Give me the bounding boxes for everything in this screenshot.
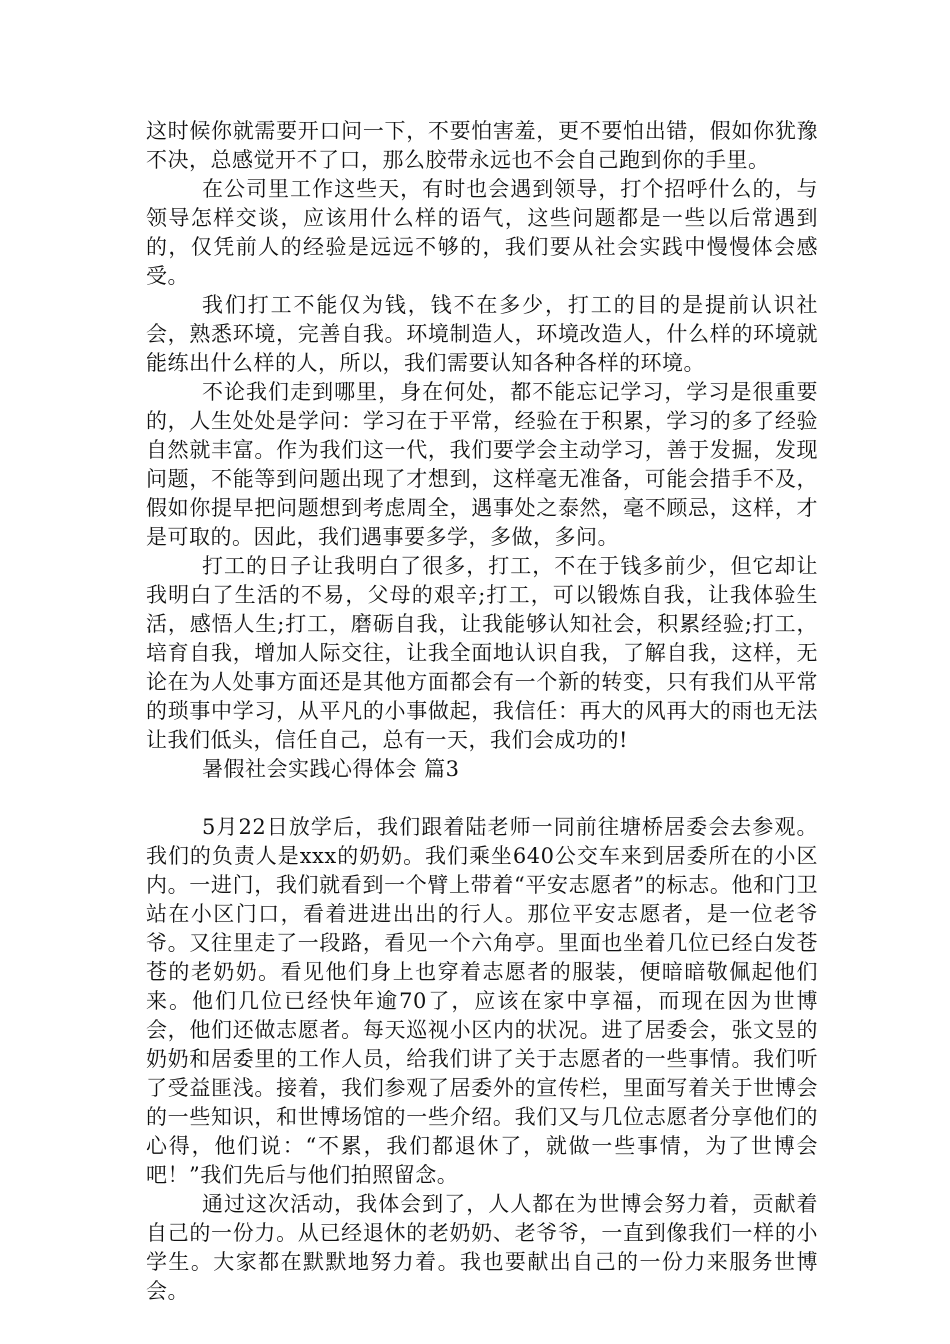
paragraph-work-purpose: 我们打工不能仅为钱，钱不在多少，打工的目的是提前认识社会，熟悉环境，完善自我。环境制造人，环境改造人，什么样的环境就能练出什么样的人，所以，我们需要认知各种各样的环境。: [146, 293, 818, 375]
paragraph-conclusion: 通过这次活动，我体会到了，人人都在为世博会努力着，贡献着自己的一份力。从已经退休的老奶奶、老爷爷，一直到像我们一样的小学生。大家都在默默地努力着。我也要献出自己的一份力来服务世博会。: [146, 1192, 818, 1303]
paragraph-continued: 这时候你就需要开口问一下，不要怕害羞，更不要怕出错，假如你犹豫不决，总感觉开不了口，那么胶带永远也不会自己跑到你的手里。: [146, 119, 818, 172]
paragraph-visit: 5月22日放学后，我们跟着陆老师一同前往塘桥居委会去参观。我们的负责人是xxx的奶奶。我们乘坐640公交车来到居委所在的小区内。一进门，我们就看到一个臂上带着“平安志愿者”的标志。他和门卫站在小区门口，看着进进出出的行人。那位平安志愿者，是一位老爷爷。又往里走了一段路，看见一个六角亭。里面也坐着几位已经白发苍苍的老奶奶。看见他们身上也穿着志愿者的服装，便暗暗敬佩起他们来。他们几位已经快年逾70了，应该在家中享福，而现在因为世博会，他们还做志愿者。每天巡视小区内的状况。进了居委会，张文昱的奶奶和居委里的工作人员，给我们讲了关于志愿者的一些事情。我们听了受益匪浅。接着，我们参观了居委外的宣传栏，里面写着关于世博会的一些知识，和世博场馆的一些介绍。我们又与几位志愿者分享他们的心得，他们说：“不累，我们都退休了，就做一些事情，为了世博会吧！”我们先后与他们拍照留念。: [146, 815, 818, 1187]
document-body: [146, 117, 818, 1306]
paragraph-learning: 不论我们走到哪里，身在何处，都不能忘记学习，学习是很重要的，人生处处是学问：学习在于平常，经验在于积累，学习的多了经验自然就丰富。作为我们这一代，我们要学会主动学习，善于发掘，发现问题，不能等到问题出现了才想到，这样毫无准备，可能会措手不及，假如你提早把问题想到考虑周全，遇事处之泰然，毫不顾忌，这样，才是可取的。因此，我们遇事要多学，多做，多问。: [146, 380, 818, 549]
paragraph-work-days: 打工的日子让我明白了很多，打工，不在于钱多前少，但它却让我明白了生活的不易，父母的艰辛;打工，可以锻炼自我，让我体验生活，感悟人生;打工，磨砺自我，让我能够认知社会，积累经验;打工，培育自我，增加人际交往，让我全面地认识自我，了解自我，这样，无论在为人处事方面还是其他方面都会有一个新的转变，只有我们从平常的琐事中学习，从平凡的小事做起，我信任：再大的风再大的雨也无法让我们低头，信任自己，总有一天，我们会成功的!: [146, 554, 818, 752]
paragraph-company-work: 在公司里工作这些天，有时也会遇到领导，打个招呼什么的，与领导怎样交谈，应该用什么样的语气，这些问题都是一些以后常遇到的，仅凭前人的经验是远远不够的，我们要从社会实践中慢慢体会感受。: [146, 177, 818, 288]
section-heading: 暑假社会实践心得体会 篇3: [202, 757, 460, 781]
